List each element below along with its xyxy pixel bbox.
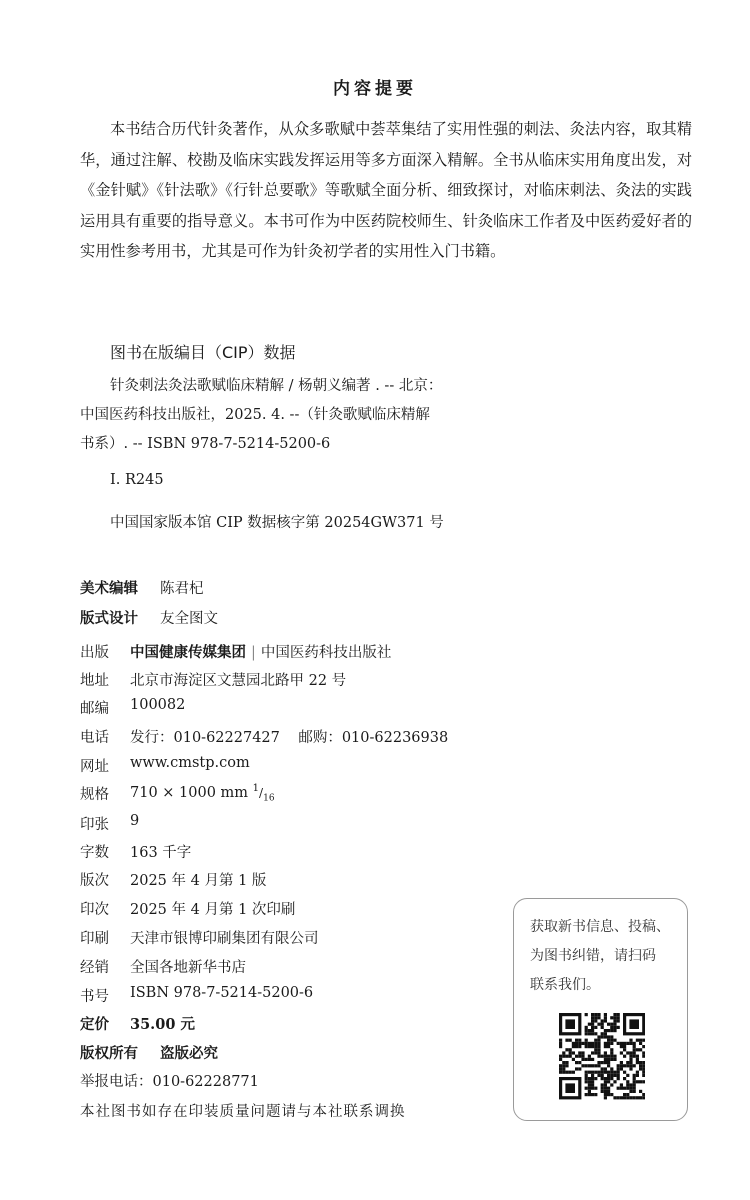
website-link: www.cmstp.com — [130, 755, 250, 771]
rights-value: 盗版必究 — [160, 1046, 218, 1062]
credit-layout-design — [80, 607, 500, 629]
credit-art-editor — [80, 577, 500, 599]
imprint-label: 印张 — [80, 817, 109, 833]
imprint-value — [130, 641, 391, 662]
imprint-postcode — [80, 697, 500, 719]
imprint-value: 710 × 1000 mm $^1/_{16}$ — [130, 783, 275, 804]
credit-label: 版式设计 — [80, 611, 138, 627]
imprint-address — [80, 669, 500, 691]
imprint-publisher — [80, 641, 500, 663]
imprint-label: 定价 — [80, 1017, 109, 1033]
quality-footnote: 本社图书如存在印装质量问题请与本社联系调换 — [80, 1104, 406, 1120]
imprint-value: 全国各地新华书店 — [130, 960, 246, 976]
summary-paragraph: 本书结合历代针灸著作，从众多歌赋中荟萃集结了实用性强的刺法、灸法内容，取其精华，通过注解、校勘及临床实践发挥运用等多方面深入精解。全书从临床实用角度出发，对《金针赋》《针法歌》《行针总要歌》等歌赋全面分析、细致探讨，对临床刺法、灸法的实践运用具有重要的指导意义。本书可作为中医药院校师生、针灸临床工作者及中医药爱好者的实用性参考用书，尤其是可作为针灸初学者的实用性入门书籍。 — [80, 120, 692, 260]
imprint-value: 163 千字 — [130, 845, 192, 861]
report-phone: ：010-62228771 — [138, 1074, 259, 1090]
fraction-numerator: 1 — [252, 783, 260, 794]
qr-caption-line-1: 获取新书信息、投稿、 — [530, 919, 670, 935]
imprint-label: 字数 — [80, 845, 109, 861]
qr-contact-box — [513, 898, 688, 1121]
imprint-label: 书号 — [80, 989, 109, 1005]
imprint-label: 印次 — [80, 902, 109, 918]
imprint-value: 天津市银博印刷集团有限公司 — [130, 931, 319, 947]
imprint-label: 邮编 — [80, 701, 109, 717]
imprint-value: 9 — [130, 813, 140, 829]
imprint-label: 地址 — [80, 673, 109, 689]
cip-classification: Ⅰ. R245 — [110, 472, 164, 488]
imprint-value: 100082 — [130, 697, 186, 713]
summary-title: 内容提要 — [333, 79, 417, 99]
rights-line — [80, 1042, 500, 1064]
divider: | — [251, 645, 256, 661]
imprint-isbn — [80, 985, 500, 1007]
imprint-value: 2025 年 4 月第 1 版 — [130, 873, 267, 889]
credit-value: 友全图文 — [160, 611, 218, 627]
report-label: 举报电话 — [80, 1074, 138, 1090]
imprint-format — [80, 783, 500, 805]
cip-record-number: 中国国家版本馆 CIP 数据核字第 20254GW371 号 — [110, 515, 444, 531]
imprint-label: 电话 — [80, 730, 109, 746]
imprint-label: 网址 — [80, 759, 109, 775]
imprint-sheets — [80, 813, 500, 835]
publisher-group: 中国健康传媒集团 — [130, 644, 246, 661]
imprint-label: 印刷 — [80, 931, 109, 947]
fraction-denominator: 16 — [263, 793, 275, 804]
imprint-value: 发行：010-62227427 邮购：010-62236938 — [130, 730, 449, 746]
imprint-printing — [80, 898, 500, 920]
cip-line-3: 书系）. -- ISBN 978-7-5214-5200-6 — [80, 436, 331, 452]
cip-line-1: 针灸刺法灸法歌赋临床精解 / 杨朝义编著 . -- 北京： — [110, 378, 443, 394]
imprint-printer — [80, 927, 500, 949]
cip-line-2: 中国医药科技出版社，2025. 4. --（针灸歌赋临床精解 — [80, 407, 430, 423]
credit-label: 美术编辑 — [80, 581, 138, 597]
imprint-price — [80, 1013, 500, 1035]
imprint-wordcount — [80, 841, 500, 863]
publisher-name: 中国医药科技出版社 — [260, 645, 392, 661]
price-value: 35.00 元 — [130, 1016, 195, 1033]
qr-caption-line-3: 联系我们。 — [530, 977, 600, 993]
imprint-label: 版次 — [80, 873, 109, 889]
imprint-label: 规格 — [80, 787, 109, 803]
imprint-label: 出版 — [80, 645, 109, 661]
qr-code-icon[interactable] — [559, 1009, 645, 1105]
cip-heading: 图书在版编目（CIP）数据 — [110, 343, 296, 362]
rights-label: 版权所有 — [80, 1046, 138, 1062]
report-line — [80, 1070, 500, 1092]
qr-caption-line-2: 为图书纠错，请扫码 — [530, 948, 656, 964]
imprint-phone — [80, 726, 500, 748]
imprint-value: ISBN 978-7-5214-5200-6 — [130, 985, 314, 1001]
qr-caption — [530, 913, 680, 1000]
imprint-website — [80, 755, 500, 777]
imprint-distributor — [80, 956, 500, 978]
summary-block — [80, 114, 692, 267]
imprint-value: 北京市海淀区文慧园北路甲 22 号 — [130, 673, 347, 689]
imprint-value: 2025 年 4 月第 1 次印刷 — [130, 902, 296, 918]
format-size: 710 × 1000 mm — [130, 784, 249, 801]
imprint-label: 经销 — [80, 960, 109, 976]
credit-value: 陈君杞 — [160, 581, 204, 597]
imprint-edition — [80, 869, 500, 891]
